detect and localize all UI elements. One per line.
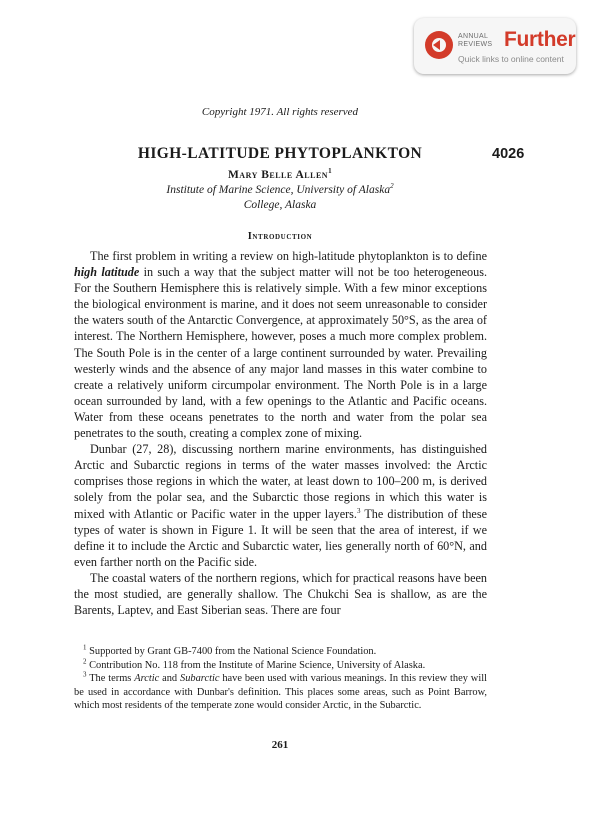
- page-number: 261: [271, 739, 289, 751]
- footnote-1-mark: 1: [83, 643, 87, 652]
- badge-publisher: [458, 33, 492, 49]
- footnote-3-ref: 3: [356, 506, 361, 515]
- paragraph-1-text-a: The first problem in writing a review on high-latitude phytoplankton is to define: [90, 249, 487, 263]
- badge-reviews-label: REVIEWS: [458, 41, 493, 48]
- badge-tagline: Quick links to online content: [458, 54, 564, 64]
- paragraph-2: [74, 441, 487, 570]
- paragraph-3: The coastal waters of the northern regions, which for practical reasons have been the most studied, are generally shallow. The Chukchi Sea is shallow, as are the Barents, Laptev, and East Siberian seas. There are four: [74, 570, 487, 618]
- author-name: Mary Belle Allen: [227, 169, 329, 181]
- copyright-line: Copyright 1971. All rights reserved: [201, 106, 359, 118]
- footnote-1: [74, 645, 487, 659]
- badge-further-label: Further: [504, 28, 576, 51]
- article-body: [74, 248, 487, 618]
- paragraph-1: [74, 248, 487, 441]
- footnotes: [74, 645, 487, 713]
- article-title: HIGH-LATITUDE PHYTOPLANKTON: [137, 145, 423, 162]
- emphasis-subarctic: Subarctic: [180, 673, 220, 685]
- author-line: [0, 169, 560, 181]
- paragraph-1-text-b: in such a way that the subject matter will not be too heterogeneous. For the Southern Hemisphere this is relatively simple. With a few minor exceptions the biological environment is marine, and it does not seem unreasonable to consider the waters south of the Antarctic Convergence, at approximately 50°S, as the area of interest. The Northern Hemisphere, however, poses a much more complex problem. The South Pole is in the center of a large continent surrounded by water. Prevailing westerly winds and the absence of any major land masses in this water combine to create a relatively uniform circumpolar environment. The North Pole is in a large ocean surrounded by land, with a few openings to the Atlantic and Pacific oceans. Water from these oceans penetrates to the north and water from the polar sea penetrates to the south, creating a complex zone of mixing.: [74, 265, 487, 441]
- section-heading: Introduction: [247, 231, 313, 242]
- article-number: 4026: [492, 146, 525, 162]
- footnote-3-text-b: and: [159, 673, 181, 685]
- paragraph-2-text-a: Dunbar (27, 28), discussing northern marine environments, has distinguished Arctic and Subarctic regions in terms of the water masses involved: the Arctic comprises those regions in which the water, at least down to 100–200 m, is derived solely from the polar sea, and the Subarctic those regions in which this water is mixed with Atlantic or Pacific water in the upper layers.: [74, 442, 487, 521]
- footnote-3-text-c: have been used with various meanings. In this review they will be used in accordance with Dunbar's definition. This places some areas, such as Point Barrow, which most residents of the temperate zone would consider Arctic, in the Subarctic.: [74, 673, 487, 712]
- badge-annual-label: ANNUAL: [458, 33, 489, 40]
- footnote-3-text-a: The terms: [86, 673, 135, 685]
- affiliation-footnote-mark: 2: [390, 182, 394, 191]
- affiliation-text: Institute of Marine Science, University of Alaska: [166, 184, 391, 196]
- author-footnote-mark: 1: [328, 167, 333, 176]
- footnote-2-text: Contribution No. 118 from the Institute of Marine Science, University of Alaska.: [86, 659, 426, 671]
- footnote-2: [74, 659, 487, 673]
- emphasis-arctic: Arctic: [134, 673, 160, 685]
- further-links-badge[interactable]: [414, 18, 576, 74]
- emphasis-high-latitude: high latitude: [74, 265, 140, 280]
- affiliation-location: College, Alaska: [243, 199, 317, 211]
- footnote-3: [74, 672, 487, 713]
- paragraph-2-text-b: The distribution of these types of water is shown in Figure 1. It will be seen that the area of interest, if we define it to include the Arctic and Subarctic water, lies generally north of 60°N, and even farther north on the Pacific side.: [74, 506, 487, 569]
- footnote-1-text: Supported by Grant GB-7400 from the National Science Foundation.: [86, 646, 377, 657]
- annual-reviews-logo-icon: [425, 31, 453, 59]
- footnote-3-mark: 3: [83, 670, 87, 679]
- footnote-2-mark: 2: [83, 657, 87, 666]
- affiliation-institute: [0, 184, 560, 196]
